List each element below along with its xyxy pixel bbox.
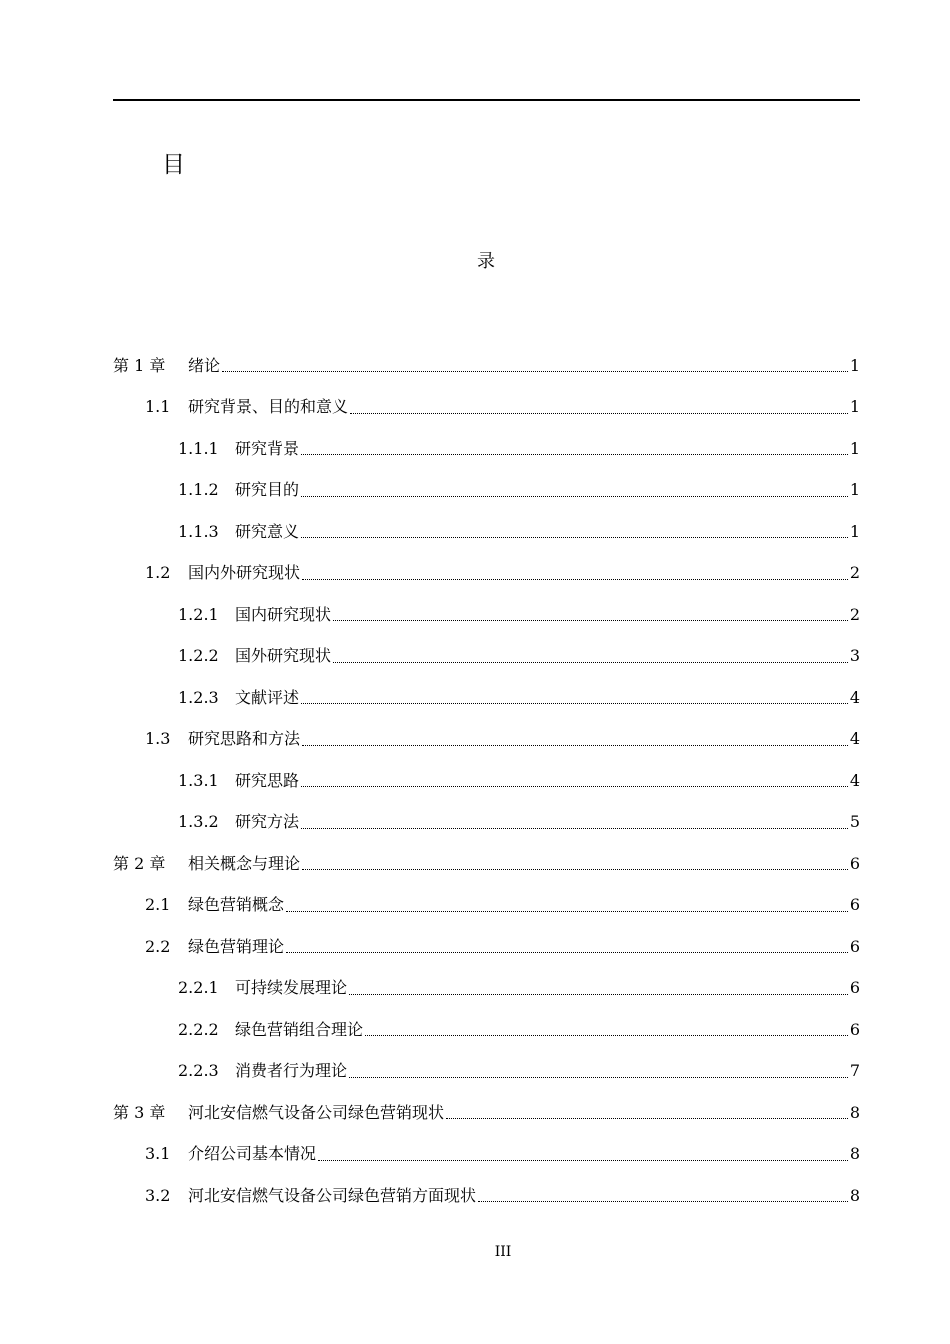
toc-entry-page: 2 [849,563,860,583]
toc-entry-number: 1.2.1 [178,604,219,624]
toc-entry-label: 介绍公司基本情况 [188,1144,317,1164]
toc-entry[interactable] [0,553,860,595]
toc-entry-label: 相关概念与理论 [188,853,301,873]
toc-entry-label: 研究背景、目的和意义 [188,397,349,417]
toc-entry[interactable] [0,345,860,387]
toc-title-second-char: 录 [477,251,495,272]
toc-entry-page: 1 [849,480,860,500]
toc-entry-label: 绿色营销组合理论 [235,1019,364,1039]
toc-entry-page: 4 [849,729,860,749]
toc-entry[interactable] [0,968,860,1010]
toc-dot-leader [301,454,848,455]
toc-dot-leader [365,1035,848,1036]
toc-entry-number: 2.2 [145,936,171,956]
toc-dot-leader [301,828,848,829]
toc-entry-label: 研究方法 [235,812,300,832]
toc-entry-page: 6 [849,895,860,915]
toc-entry[interactable] [0,719,860,761]
toc-entry-page: 8 [849,1102,860,1122]
toc-entry[interactable] [0,1092,860,1134]
toc-entry[interactable] [0,428,860,470]
toc-entry[interactable] [0,511,860,553]
header-rule [113,99,860,101]
toc-entry-page: 3 [849,646,860,666]
toc-dot-leader [333,662,848,663]
toc-entry-number: 1.2 [145,563,171,583]
toc-entry-label: 绿色营销概念 [188,895,285,915]
toc-entry[interactable] [0,636,860,678]
toc-entry[interactable] [0,387,860,429]
toc-entry[interactable] [0,1175,860,1217]
toc-dot-leader [286,911,848,912]
toc-entry-page: 4 [849,770,860,790]
toc-entry-page: 6 [849,978,860,998]
toc-entry[interactable] [0,470,860,512]
toc-entry-page: 4 [849,687,860,707]
toc-entry[interactable] [0,802,860,844]
toc-entry-number: 1.1.2 [178,480,219,500]
toc-entry-page: 8 [849,1185,860,1205]
toc-entry-label: 河北安信燃气设备公司绿色营销现状 [188,1102,445,1122]
toc-dot-leader [318,1160,848,1161]
toc-dot-leader [349,994,848,995]
toc-entry-page: 8 [849,1144,860,1164]
toc-dot-leader [302,745,848,746]
toc-entry-number: 2.2.3 [178,1061,219,1081]
toc-entry-number: 1.3.2 [178,812,219,832]
page-number: III [494,1244,512,1260]
toc-entry-number: 2.2.1 [178,978,219,998]
toc-entry-page: 1 [849,355,860,375]
toc-dot-leader [222,371,848,372]
toc-entry[interactable] [0,1009,860,1051]
toc-entry-number: 1.1.1 [178,438,219,458]
toc-dot-leader [301,496,848,497]
toc-entry[interactable] [0,677,860,719]
toc-entry-label: 国内外研究现状 [188,563,301,583]
toc-entry-number: 2.1 [145,895,171,915]
toc-entry-label: 消费者行为理论 [235,1061,348,1081]
toc-entry[interactable] [0,1134,860,1176]
toc-entry-label: 河北安信燃气设备公司绿色营销方面现状 [188,1185,477,1205]
toc-dot-leader [478,1201,848,1202]
toc-entry-number: 1.3.1 [178,770,219,790]
toc-entry-page: 5 [849,812,860,832]
toc-entry-number: 2.2.2 [178,1019,219,1039]
toc-entry-page: 2 [849,604,860,624]
toc-entry-number: 第 3 章 [113,1102,166,1122]
toc-entry-number: 第 1 章 [113,355,166,375]
toc-dot-leader [333,620,848,621]
toc-dot-leader [350,413,848,414]
toc-entry-label: 研究背景 [235,438,300,458]
toc-dot-leader [349,1077,848,1078]
toc-entry-number: 1.3 [145,729,171,749]
toc-dot-leader [302,869,848,870]
table-of-contents [0,345,950,1217]
toc-entry-label: 研究思路和方法 [188,729,301,749]
toc-entry-page: 1 [849,438,860,458]
toc-entry-page: 7 [849,1061,860,1081]
toc-entry-label: 绪论 [188,355,221,375]
toc-entry-label: 研究目的 [235,480,300,500]
toc-entry-label: 研究意义 [235,521,300,541]
toc-entry[interactable] [0,760,860,802]
toc-entry-page: 6 [849,936,860,956]
toc-entry-number: 1.2.3 [178,687,219,707]
toc-entry-label: 国外研究现状 [235,646,332,666]
toc-entry[interactable] [0,594,860,636]
toc-title-first-char: 目 [162,152,185,178]
toc-dot-leader [301,537,848,538]
toc-entry-label: 可持续发展理论 [235,978,348,998]
toc-entry-number: 1.1 [145,397,171,417]
toc-entry[interactable] [0,843,860,885]
toc-dot-leader [286,952,848,953]
toc-entry-number: 第 2 章 [113,853,166,873]
toc-entry-page: 1 [849,521,860,541]
toc-entry[interactable] [0,926,860,968]
toc-entry[interactable] [0,885,860,927]
toc-dot-leader [301,786,848,787]
toc-dot-leader [301,703,848,704]
toc-entry-label: 国内研究现状 [235,604,332,624]
toc-dot-leader [446,1118,848,1119]
toc-entry-number: 1.2.2 [178,646,219,666]
toc-entry[interactable] [0,1051,860,1093]
toc-entry-page: 6 [849,1019,860,1039]
toc-entry-label: 绿色营销理论 [188,936,285,956]
toc-entry-label: 文献评述 [235,687,300,707]
toc-entry-page: 1 [849,397,860,417]
toc-dot-leader [302,579,848,580]
toc-entry-number: 3.1 [145,1144,171,1164]
toc-entry-number: 1.1.3 [178,521,219,541]
toc-entry-number: 3.2 [145,1185,171,1205]
toc-entry-label: 研究思路 [235,770,300,790]
toc-entry-page: 6 [849,853,860,873]
